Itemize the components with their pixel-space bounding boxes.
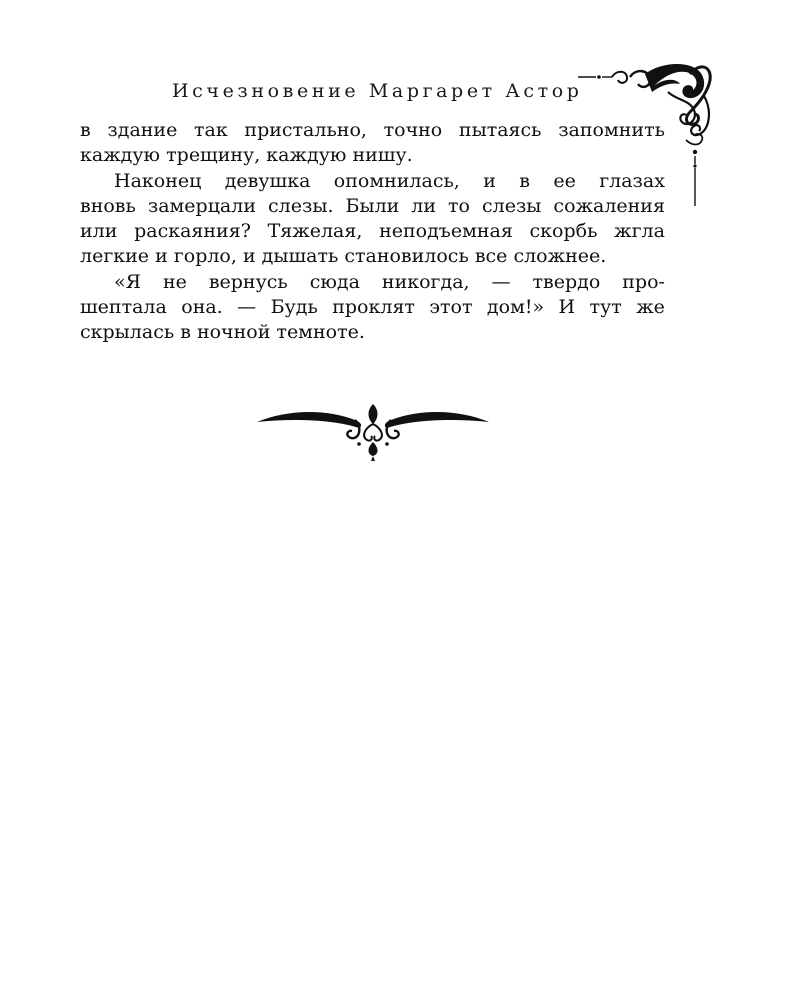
- text-line-content: «Я не вернусь сюда никогда, — твердо про-: [114, 270, 665, 293]
- end-of-chapter-vignette-icon: [255, 398, 491, 464]
- text-line-content: в здание так пристально, точно пытаясь запомнить: [80, 119, 665, 141]
- running-header-title: Исчезновение Маргарет Астор: [172, 80, 583, 102]
- text-line: [80, 143, 665, 168]
- text-line: [80, 320, 665, 345]
- text-line-content: или раскаяния? Тяжелая, неподъемная скорбь жгла: [80, 220, 665, 243]
- text-line-content: шептала она. — Будь проклят этот дом!» И тут же: [80, 296, 665, 319]
- text-line: [80, 118, 665, 143]
- text-line: [80, 219, 665, 244]
- text-line-content: вновь замерцали слезы. Были ли то слезы сожаления: [80, 194, 665, 217]
- text-line-content: Наконец девушка опомнилась, и в ее глазах: [114, 169, 665, 192]
- text-line: [80, 194, 665, 219]
- text-line: [80, 295, 665, 320]
- text-line-content: скрылась в ночной темноте.: [80, 321, 365, 344]
- body-text: [80, 118, 665, 346]
- text-line-content: каждую трещину, каждую нишу.: [80, 144, 413, 167]
- text-line: [80, 169, 665, 194]
- text-line: [80, 270, 665, 295]
- text-line: [80, 244, 665, 269]
- text-line-content: легкие и горло, и дышать становилось все сложнее.: [80, 245, 607, 268]
